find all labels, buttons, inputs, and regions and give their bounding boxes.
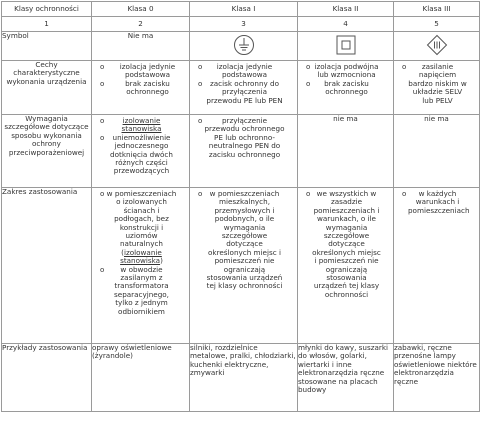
row-label-examples: Przykłady zastosowania: [2, 344, 92, 412]
list-item: o brak zacisku ochronnego: [92, 80, 187, 97]
requirements-class-3: nie ma: [394, 115, 480, 188]
list-item: o w każdych warunkach i pomieszczeniach: [394, 190, 477, 215]
scope-class-3: [394, 188, 480, 344]
examples-class-3: zabawki, ręczne przenośne lampy oświetleniowe niektóre elektronarzędzia ręczne: [394, 344, 480, 412]
diamond-roman-iii-icon: [426, 34, 448, 56]
header-class-1: Klasa I: [190, 2, 298, 17]
header-row: [2, 2, 480, 17]
features-row: [2, 61, 480, 115]
header-class-0: Klasa 0: [92, 2, 190, 17]
examples-row: [2, 344, 480, 412]
underlined-term: izolowanie stanowiska: [121, 116, 162, 134]
column-number: 5: [394, 17, 480, 32]
column-number: 2: [92, 17, 190, 32]
list-item: [92, 190, 187, 266]
features-class-2: [298, 61, 394, 115]
double-square-icon: [335, 34, 357, 56]
list-item: o przyłączenie przewodu ochronnego PE lub ochronno-neutralnego PEN do zacisku ochronnego: [190, 117, 295, 159]
symbol-row: [2, 32, 480, 61]
column-number: 1: [2, 17, 92, 32]
scope-row: [2, 188, 480, 344]
column-number: 3: [190, 17, 298, 32]
features-class-1: [190, 61, 298, 115]
scope-class-1: [190, 188, 298, 344]
requirements-class-1: [190, 115, 298, 188]
symbol-class-0: Nie ma: [92, 32, 190, 61]
symbol-class-1: [190, 32, 298, 61]
symbol-class-2: [298, 32, 394, 61]
scope-class-2: [298, 188, 394, 344]
scope-class-0: [92, 188, 190, 344]
list-item: o w obwodzie zasilanym z transformatora separacyjnego, tylko z jednym odbiornikiem: [92, 266, 187, 316]
protection-classes-table: [1, 1, 480, 412]
row-label-requirements: Wymagania szczegółowe dotyczące sposobu wykonania ochrony przeciwporażeniowej: [2, 115, 92, 188]
column-number: 4: [298, 17, 394, 32]
row-label-features: Cechy charakterystyczne wykonania urządzenia: [2, 61, 92, 115]
features-class-3: [394, 61, 480, 115]
examples-class-2: młynki do kawy, suszarki do włosów, golarki, wiertarki i inne elektronarzędzia ręczne stosowane na placach budowy: [298, 344, 394, 412]
list-item: o izolacja jedynie podstawowa: [92, 63, 187, 80]
list-item: o w pomieszczeniach mieszkalnych, przemysłowych i podobnych, o ile wymagania szczegółowe dotyczące określonych miejsc i pomieszczeń nie ograniczają stosowania urządzeń tej klasy ochronności: [190, 190, 295, 291]
list-item: o brak zacisku ochronnego: [298, 80, 391, 97]
header-class-2: Klasa II: [298, 2, 394, 17]
features-class-0: [92, 61, 190, 115]
ground-symbol-icon: [233, 34, 255, 56]
requirements-class-2: nie ma: [298, 115, 394, 188]
list-item: o uniemożliwienie jednoczesnego dotknięcia dwóch różnych części przewodzących: [92, 134, 187, 176]
examples-class-1: silniki, rozdzielnice metalowe, pralki, chłodziarki, kuchenki elektryczne, zmywarki: [190, 344, 298, 412]
underlined-term: izolowanie stanowiska: [120, 247, 162, 266]
list-item: o we wszystkich w zasadzie pomieszczeniach i warunkach, o ile wymagania szczegółowe dotyczące określonych miejsc i pomieszczeń nie ograniczają stosowania urządzeń tej klasy ochronności: [298, 190, 391, 299]
row-label-symbol: Symbol: [2, 32, 92, 61]
symbol-class-3: [394, 32, 480, 61]
list-item: o zasilanie napięciem bardzo niskim w układzie SELV lub PELV: [394, 63, 477, 105]
list-item: o izolacja jedynie podstawowa: [190, 63, 295, 80]
header-class-3: Klasa III: [394, 2, 480, 17]
examples-class-0: oprawy oświetleniowe (żyrandole): [92, 344, 190, 412]
header-classes: Klasy ochronności: [2, 2, 92, 17]
list-item: o izolacja podwójna lub wzmocniona: [298, 63, 391, 80]
requirements-row: [2, 115, 480, 188]
requirements-class-0: [92, 115, 190, 188]
row-label-scope: Zakres zastosowania: [2, 188, 92, 344]
list-item: o zacisk ochronny do przyłączenia przewodu PE lub PEN: [190, 80, 295, 105]
scope-text: ): [160, 256, 163, 266]
scope-text: w pomieszczeniach o izolowanych ścianach i podłogach, bez konstrukcji i uziomów naturalnych (: [106, 189, 177, 257]
list-item: [92, 117, 187, 134]
column-number-row: [2, 17, 480, 32]
